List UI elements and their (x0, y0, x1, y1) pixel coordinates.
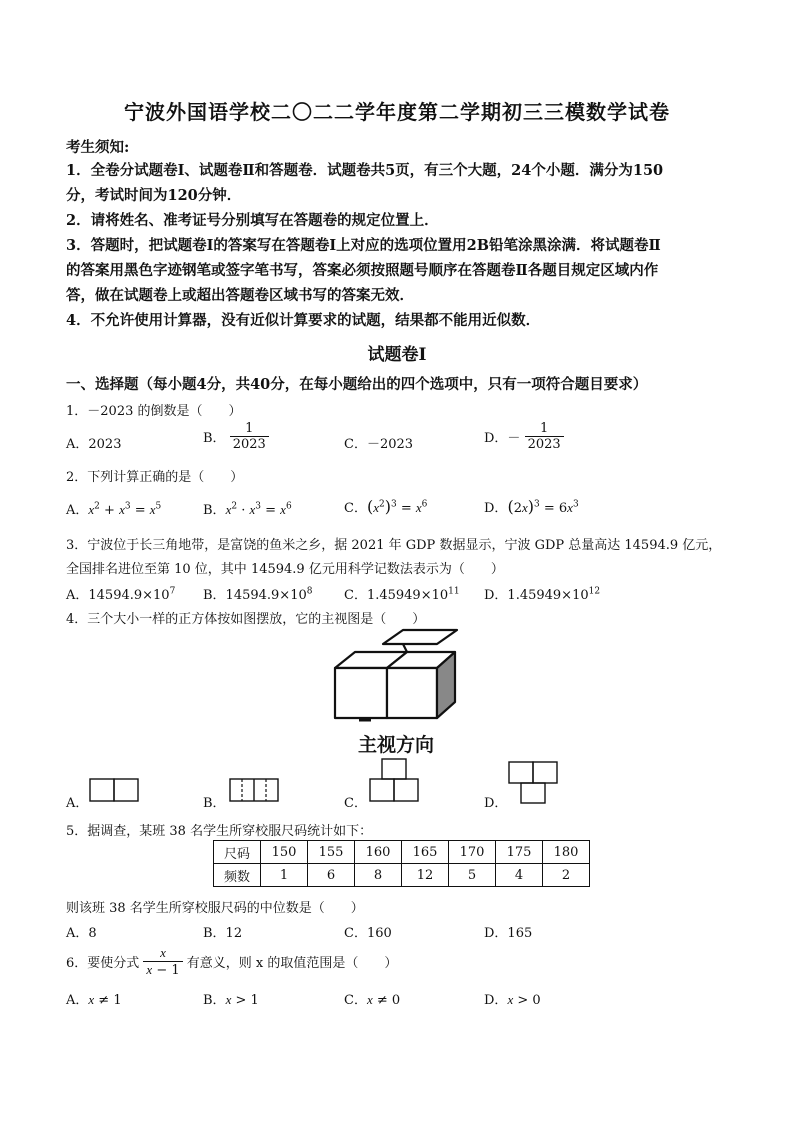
q6-option-b: B．x > 1 (203, 992, 259, 1008)
table-row-sizes (214, 841, 590, 864)
table-row-counts (214, 864, 590, 887)
q1-stem: 1．－2023 的倒数是（ ） (66, 404, 242, 419)
table-cell: 160 (355, 841, 402, 864)
cube-figure (325, 626, 465, 726)
q1-option-a: A．2023 (66, 437, 122, 452)
q1-option-c: C．－2023 (344, 437, 414, 452)
notice-line-3c: 答，做在试题卷上或超出答题卷区域书写的答案无效． (66, 287, 414, 304)
q2-option-b: B．$x^2 \cdot x^3 = x^6$ (203, 501, 292, 518)
q6-option-c: C．x ≠ 0 (344, 992, 401, 1008)
q1-d-label: D．－ (484, 431, 521, 446)
q6-stem: 6．要使分式 $\frac{x}{x - 1}$ 有意义，则 x 的取值范围是（ ） (66, 945, 398, 978)
size-frequency-table (213, 840, 590, 887)
q3-option-c: C．$1.45949\times 10^{11}$ (344, 586, 460, 603)
notice-line-1a: 1．全卷分试题卷Ⅰ、试题卷Ⅱ和答题卷．试题卷共5页，有三个大题，24个小题．满分为150 (66, 162, 664, 179)
q1-option-d (484, 421, 564, 452)
q5-option-d: D．165 (484, 926, 533, 941)
q1-d-num: 1 (539, 421, 549, 436)
q5-question: 则该班 38 名学生所穿校服尺码的中位数是（ ） (66, 901, 364, 916)
notice-line-2: 2．请将姓名、准考证号分别填写在答题卷的规定位置上． (66, 212, 439, 229)
q4-option-b-label: B． (203, 796, 226, 811)
q4-option-a-figure (89, 778, 141, 804)
q6-option-d: D．x > 0 (484, 992, 541, 1008)
q3-option-a: A．$14594.9\times 10^7$ (66, 586, 176, 603)
table-cell: 5 (449, 864, 496, 887)
table-cell: 4 (496, 864, 543, 887)
table-cell: 1 (261, 864, 308, 887)
q4-stem: 4．三个大小一样的正方体按如图摆放，它的主视图是（ ） (66, 612, 426, 627)
table-cell: 150 (261, 841, 308, 864)
q4-option-b-figure (229, 778, 281, 804)
section-title: 试题卷Ⅰ (367, 345, 427, 365)
table-cell: 165 (402, 841, 449, 864)
table-cell: 155 (308, 841, 355, 864)
q5-option-c: C．160 (344, 926, 392, 941)
table-cell: 180 (543, 841, 590, 864)
q5-stem: 5．据调查，某班 38 名学生所穿校服尺码统计如下： (66, 824, 373, 839)
q5-option-b: B．12 (203, 926, 243, 941)
q1-d-den: 2023 (525, 436, 564, 452)
page-title: 宁波外国语学校二〇二二学年度第二学期初三三模数学试卷 (124, 100, 670, 124)
table-header-size: 尺码 (214, 841, 261, 864)
notice-line-3a: 3．答题时，把试题卷Ⅰ的答案写在答题卷Ⅰ上对应的选项位置用2B铅笔涂黑涂满．将试题卷Ⅱ (66, 237, 661, 254)
view-direction-label: 主视方向 (358, 734, 435, 756)
q2-option-d: D．$(2x)^3 = 6x^3$ (484, 497, 579, 516)
q3-option-b: B．$14594.9\times 10^8$ (203, 586, 313, 603)
q3-line-1: 3．宁波位于长三角地带，是富饶的鱼米之乡，据 2021 年 GDP 数据显示，宁波 GDP 总量高达 14594.9 亿元， (66, 538, 722, 553)
q2-option-a: A．$x^2 + x^3 = x^5$ (66, 501, 162, 518)
table-cell: 170 (449, 841, 496, 864)
q1-b-den: 2023 (230, 436, 269, 452)
q2-stem: 2．下列计算正确的是（ ） (66, 470, 244, 485)
table-header-count: 频数 (214, 864, 261, 887)
notice-line-3b: 的答案用黑色字迹钢笔或签字笔书写，答案必须按照题号顺序在答题卷Ⅱ各题目规定区域内作 (66, 262, 659, 279)
notice-line-4: 4．不允许使用计算器，没有近似计算要求的试题，结果都不能用近似数． (66, 312, 541, 329)
q4-option-c-label: C． (344, 796, 367, 811)
q2-option-c: C．$(x^2)^3 = x^6$ (344, 497, 428, 516)
q1-b-label: B． (203, 431, 226, 446)
q6-option-a: A．x ≠ 1 (66, 992, 122, 1008)
table-cell: 2 (543, 864, 590, 887)
q4-option-c-figure (369, 758, 421, 804)
q1-b-num: 1 (245, 421, 254, 436)
table-cell: 8 (355, 864, 402, 887)
table-cell: 12 (402, 864, 449, 887)
q3-option-d: D．$1.45949\times 10^{12}$ (484, 586, 601, 603)
part1-heading: 一、选择题（每小题4分，共40分，在每小题给出的四个选项中，只有一项符合题目要求） (66, 376, 648, 393)
table-cell: 6 (308, 864, 355, 887)
q4-option-d-figure (508, 761, 560, 805)
q5-option-a: A．8 (66, 926, 97, 941)
table-cell: 175 (496, 841, 543, 864)
q4-option-d-label: D． (484, 796, 508, 811)
q1-option-b (203, 421, 269, 452)
q4-option-a-label: A． (66, 796, 89, 811)
notice-line-1b: 分，考试时间为120分钟． (66, 187, 242, 204)
q3-line-2: 全国排名进位至第 10 位，其中 14594.9 亿元用科学记数法表示为（ ） (66, 562, 504, 577)
notice-heading: 考生须知: (66, 139, 130, 156)
